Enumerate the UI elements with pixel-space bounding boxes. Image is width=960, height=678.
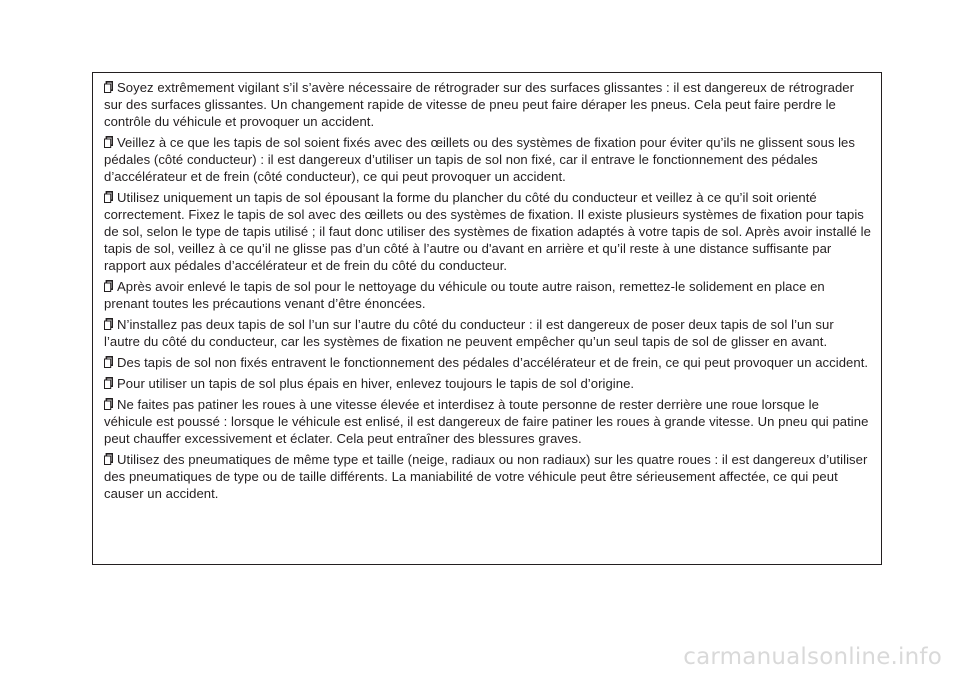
warning-item bbox=[104, 375, 871, 392]
warning-text: Des tapis de sol non fixés entravent le fonctionnement des pédales d’accélérateur et de frein, ce qui peut provoquer un accident. bbox=[117, 355, 869, 370]
warning-text: Soyez extrêmement vigilant s’il s’avère nécessaire de rétrograder sur des surfaces glissantes : il est dangereux de rétrograder sur des surfaces glissantes. Un changement rapide de vitesse de pneu peut faire déraper les pneus. Cela peut faire perdre le contrôle du véhicule et provoquer un accident. bbox=[104, 80, 855, 129]
warning-text: Utilisez des pneumatiques de même type et taille (neige, radiaux ou non radiaux) sur les quatre roues : il est dangereux d’utiliser des pneumatiques de type ou de taille différents. La maniabilité de votre véhicule peut être sérieusement affectée, ce qui peut causer un accident. bbox=[104, 452, 868, 501]
warning-text: Utilisez uniquement un tapis de sol épousant la forme du plancher du côté du conducteur et veillez à ce qu’il soit orienté correctement. Fixez le tapis de sol avec des œillets ou des systèmes de fixation. Il existe plusieurs systèmes de fixation pour tapis de sol, selon le type de tapis utilisé ; il faut donc utiliser des systèmes de fixation adaptés à votre tapis de sol. Après avoir installé le tapis de sol, veillez à ce qu’il ne glisse pas d’un côté à l’autre ou d'avant en arrière et qu’il reste à une distance suffisante par rapport aux pédales d’accélérateur et de frein du côté du conducteur. bbox=[104, 190, 871, 273]
square-bullet-icon bbox=[104, 398, 113, 410]
warning-item bbox=[104, 189, 871, 274]
warning-text: Ne faites pas patiner les roues à une vitesse élevée et interdisez à toute personne de rester derrière une roue lorsque le véhicule est poussé : lorsque le véhicule est enlisé, il est dangereux de faire patiner les roues à grande vitesse. Un pneu qui patine peut chauffer excessivement et éclater. Cela peut entraîner des blessures graves. bbox=[104, 397, 869, 446]
warning-item bbox=[104, 354, 871, 371]
warning-text: N’installez pas deux tapis de sol l’un sur l’autre du côté du conducteur : il est dangereux de poser deux tapis de sol l’un sur l’autre du côté du conducteur, car les systèmes de fixation ne peuvent empêcher qu’un seul tapis de sol de glisser en avant. bbox=[104, 317, 834, 349]
square-bullet-icon bbox=[104, 81, 113, 93]
warning-item bbox=[104, 451, 871, 502]
warning-item bbox=[104, 316, 871, 350]
square-bullet-icon bbox=[104, 280, 113, 292]
square-bullet-icon bbox=[104, 356, 113, 368]
square-bullet-icon bbox=[104, 136, 113, 148]
warning-text: Après avoir enlevé le tapis de sol pour le nettoyage du véhicule ou toute autre raison, remettez-le solidement en place en prenant toutes les précautions venant d’être énoncées. bbox=[104, 279, 825, 311]
square-bullet-icon bbox=[104, 318, 113, 330]
square-bullet-icon bbox=[104, 377, 113, 389]
warning-text: Pour utiliser un tapis de sol plus épais en hiver, enlevez toujours le tapis de sol d’origine. bbox=[117, 376, 635, 391]
warning-item bbox=[104, 134, 871, 185]
warning-item bbox=[104, 278, 871, 312]
warning-box bbox=[92, 72, 882, 565]
warning-item bbox=[104, 396, 871, 447]
warning-text: Veillez à ce que les tapis de sol soient fixés avec des œillets ou des systèmes de fixation pour éviter qu’ils ne glissent sous les pédales (côté conducteur) : il est dangereux d’utiliser un tapis de sol non fixé, car il entrave le fonctionnement des pédales d’accélérateur et de frein (côté conducteur), ce qui peut provoquer un accident. bbox=[104, 135, 855, 184]
square-bullet-icon bbox=[104, 191, 113, 203]
warning-item bbox=[104, 79, 871, 130]
watermark-text: carmanualsonline.info bbox=[683, 644, 942, 670]
square-bullet-icon bbox=[104, 453, 113, 465]
